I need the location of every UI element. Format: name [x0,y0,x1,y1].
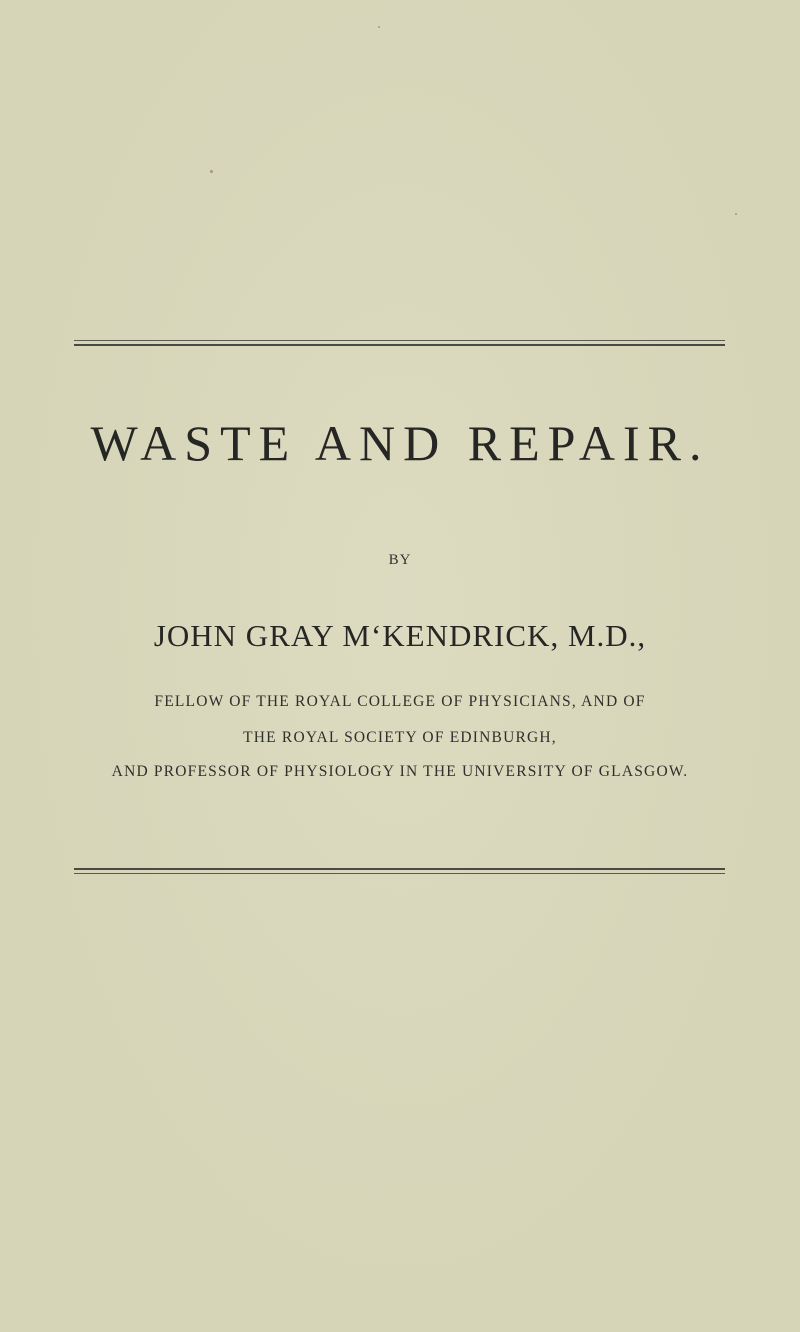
book-title: WASTE AND REPAIR. [90,415,710,471]
bottom-rule-thick [74,868,725,870]
top-rule-thick [74,344,725,346]
author-name: JOHN GRAY M‘KENDRICK, M.D., [153,618,647,653]
top-rule-thin [74,340,725,341]
by-line: BY [388,552,412,568]
author-credential-line: THE ROYAL SOCIETY OF EDINBURGH, [243,729,557,746]
paper-speck [378,26,380,28]
author-credential-line: AND PROFESSOR OF PHYSIOLOGY IN THE UNIVERSITY OF GLASGOW. [111,763,689,780]
paper-speck [735,213,737,215]
bottom-rule-thin [74,873,725,874]
paper-speck [210,170,213,173]
author-credential-line: FELLOW OF THE ROYAL COLLEGE OF PHYSICIANS, AND OF [154,693,646,710]
